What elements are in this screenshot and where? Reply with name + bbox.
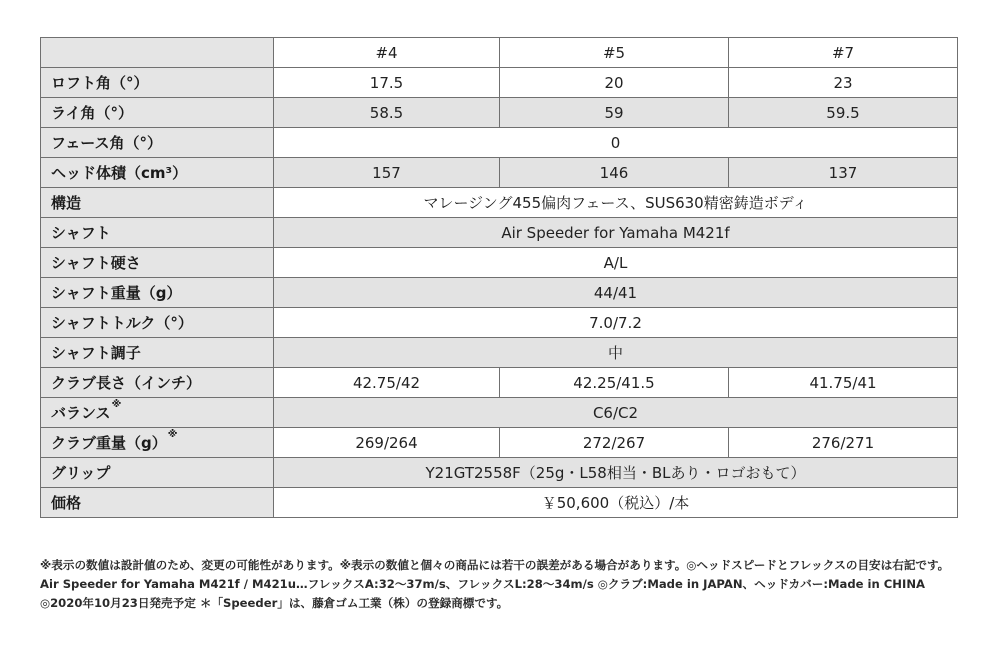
cell-value: 59 xyxy=(500,98,729,128)
row-label: ヘッド体積（cm³） xyxy=(41,158,274,188)
cell-value: 272/267 xyxy=(500,428,729,458)
table-row xyxy=(41,68,958,98)
table-row xyxy=(41,98,958,128)
cell-value: 41.75/41 xyxy=(729,368,958,398)
column-header: #5 xyxy=(500,38,729,68)
table-row xyxy=(41,218,958,248)
row-label: フェース角（°） xyxy=(41,128,274,158)
row-label-cell xyxy=(41,428,274,458)
footnote: ※表示の数値は設計値のため、変更の可能性があります。※表示の数値と個々の商品には若干の誤差がある場合があります。◎ヘッドスピードとフレックスの目安は右記です。Air Speeder for Yamaha M421f / M421u…フレックスA:32～37m/s、フレックスL:28～34m/s ◎クラブ:Made in JAPAN、ヘッドカバー:Made in CHINA ◎2020年10月23日発売予定 ＊「Speeder」は、藤倉ゴム工業（株）の登録商標です。 xyxy=(40,558,950,610)
row-label: シャフトトルク（°） xyxy=(41,308,274,338)
row-label: ロフト角（°） xyxy=(41,68,274,98)
table-row xyxy=(41,428,958,458)
table-row xyxy=(41,398,958,428)
row-label: クラブ長さ（インチ） xyxy=(41,368,274,398)
row-label: シャフト重量（g） xyxy=(41,278,274,308)
table-row xyxy=(41,308,958,338)
corner-cell xyxy=(41,38,274,68)
cell-value: Y21GT2558F（25g・L58相当・BLあり・ロゴおもて） xyxy=(274,458,958,488)
cell-value: 157 xyxy=(274,158,500,188)
column-header: #7 xyxy=(729,38,958,68)
table-row xyxy=(41,278,958,308)
cell-value: 20 xyxy=(500,68,729,98)
cell-value: 59.5 xyxy=(729,98,958,128)
row-label: 構造 xyxy=(41,188,274,218)
spec-table xyxy=(40,37,958,518)
table-row xyxy=(41,128,958,158)
table-row xyxy=(41,338,958,368)
row-label: シャフト xyxy=(41,218,274,248)
row-label: グリップ xyxy=(41,458,274,488)
note-mark: ※ xyxy=(167,429,178,440)
table-row xyxy=(41,248,958,278)
cell-value: 58.5 xyxy=(274,98,500,128)
cell-value: 17.5 xyxy=(274,68,500,98)
table-row xyxy=(41,458,958,488)
table-row xyxy=(41,158,958,188)
row-label: クラブ重量（g） xyxy=(51,434,167,452)
cell-value: Air Speeder for Yamaha M421f xyxy=(274,218,958,248)
cell-value: 中 xyxy=(274,338,958,368)
cell-value: 146 xyxy=(500,158,729,188)
table-row xyxy=(41,368,958,398)
cell-value: 137 xyxy=(729,158,958,188)
row-label: バランス xyxy=(51,404,111,422)
row-label: 価格 xyxy=(41,488,274,518)
cell-value: マレージング455偏肉フェース、SUS630精密鋳造ボディ xyxy=(274,188,958,218)
cell-value: A/L xyxy=(274,248,958,278)
row-label: ライ角（°） xyxy=(41,98,274,128)
cell-value: ￥50,600（税込）/本 xyxy=(274,488,958,518)
note-mark: ※ xyxy=(111,399,122,410)
row-label: シャフト調子 xyxy=(41,338,274,368)
table-row xyxy=(41,488,958,518)
cell-value: 276/271 xyxy=(729,428,958,458)
cell-value: 42.25/41.5 xyxy=(500,368,729,398)
cell-value: 7.0/7.2 xyxy=(274,308,958,338)
cell-value: 269/264 xyxy=(274,428,500,458)
column-header: #4 xyxy=(274,38,500,68)
row-label: シャフト硬さ xyxy=(41,248,274,278)
cell-value: 44/41 xyxy=(274,278,958,308)
cell-value: 23 xyxy=(729,68,958,98)
cell-value: C6/C2 xyxy=(274,398,958,428)
row-label-cell xyxy=(41,398,274,428)
cell-value: 42.75/42 xyxy=(274,368,500,398)
header-row xyxy=(41,38,958,68)
cell-value: 0 xyxy=(274,128,958,158)
table-row xyxy=(41,188,958,218)
